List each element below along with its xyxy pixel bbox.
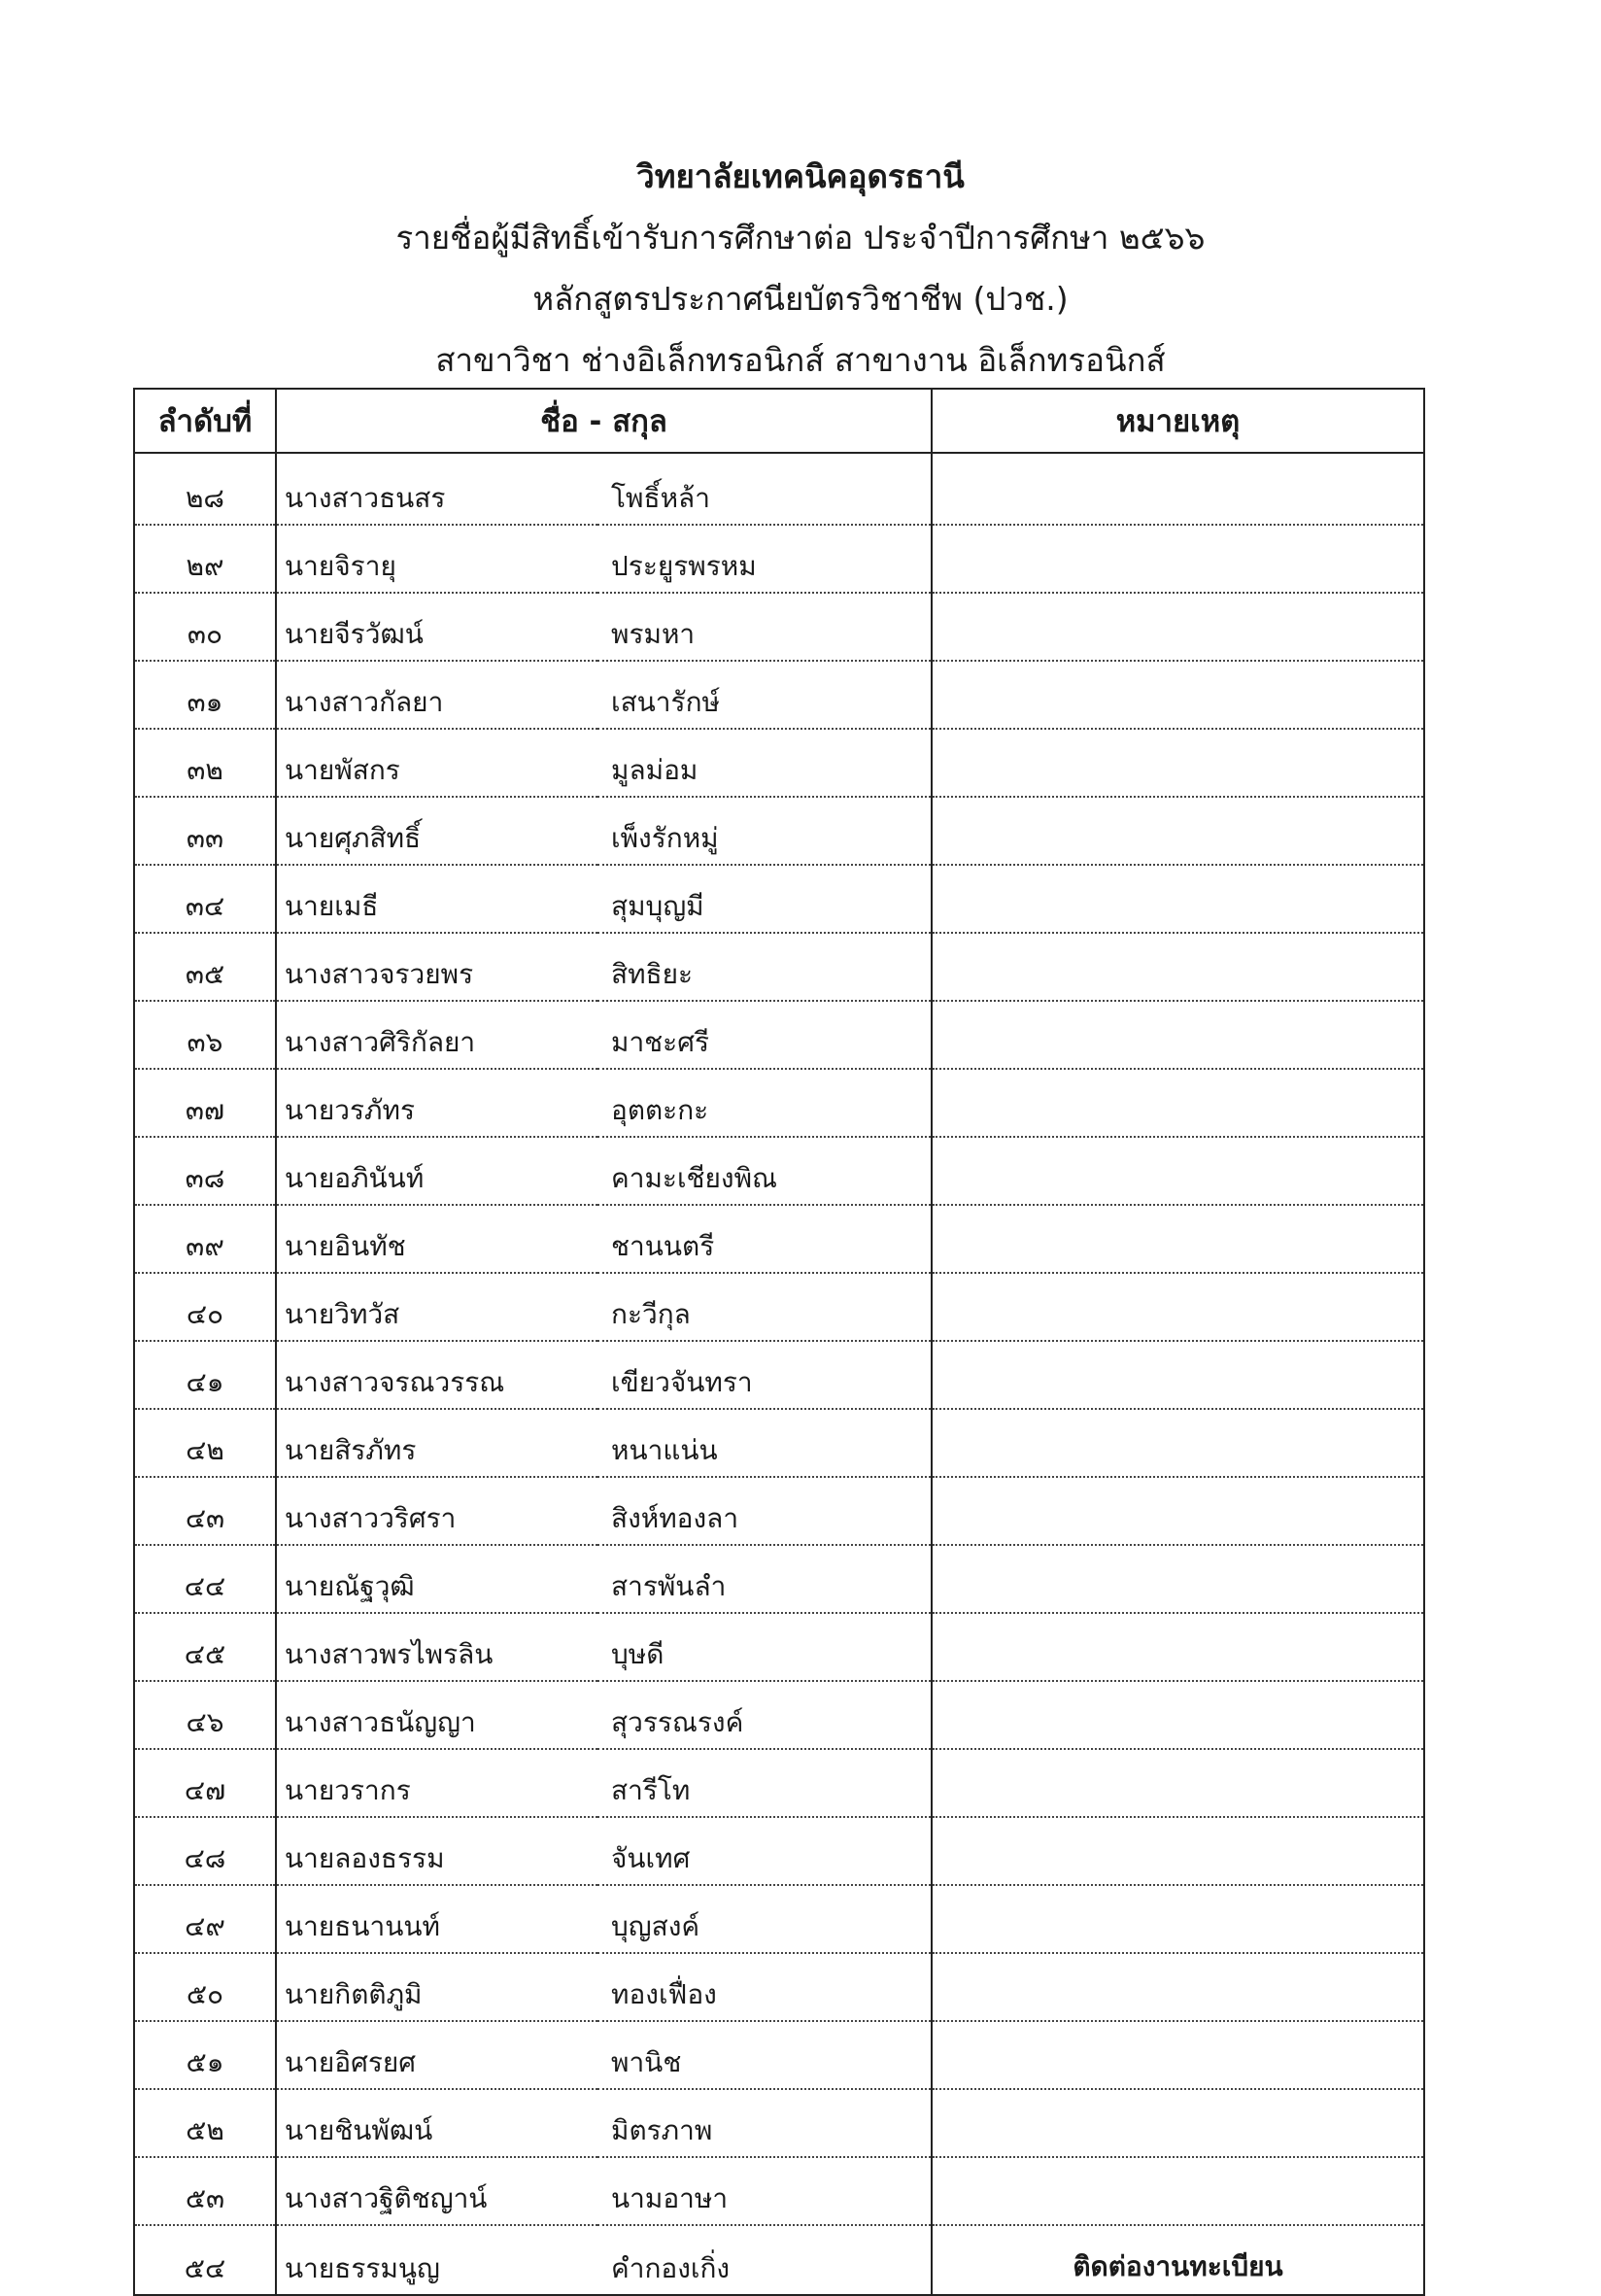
row-remark: [932, 525, 1424, 593]
row-remark: [932, 2157, 1424, 2225]
row-remark: [932, 2021, 1424, 2089]
student-first-name: นายวิทวัส: [276, 1273, 597, 1341]
student-first-name: นางสาวธนสร: [276, 453, 597, 525]
row-number: ๕๔: [134, 2225, 276, 2295]
table-row: [134, 1205, 1424, 1273]
student-first-name: นางสาวจรณวรรณ: [276, 1341, 597, 1409]
row-number: ๓๘: [134, 1137, 276, 1205]
row-number: ๔๘: [134, 1817, 276, 1885]
row-remark: [932, 1885, 1424, 1953]
row-remark: [932, 1069, 1424, 1137]
student-surname: พานิช: [597, 2021, 932, 2089]
row-remark: [932, 1545, 1424, 1613]
student-surname: โพธิ์หล้า: [597, 453, 932, 525]
table-row: [134, 2157, 1424, 2225]
student-surname: คามะเชียงพิณ: [597, 1137, 932, 1205]
student-surname: ประยูรพรหม: [597, 525, 932, 593]
table-row: [134, 1613, 1424, 1681]
student-first-name: นายอิศรยศ: [276, 2021, 597, 2089]
row-remark: [932, 453, 1424, 525]
row-remark: [932, 593, 1424, 661]
student-first-name: นายณัฐวุฒิ: [276, 1545, 597, 1613]
student-first-name: นายธรรมนูญ: [276, 2225, 597, 2295]
student-surname: บุษดี: [597, 1613, 932, 1681]
row-remark: [932, 661, 1424, 729]
student-first-name: นายเมธี: [276, 865, 597, 933]
row-remark: [932, 2089, 1424, 2157]
row-number: ๓๒: [134, 729, 276, 797]
row-remark: [932, 1273, 1424, 1341]
row-remark: [932, 933, 1424, 1001]
row-number: ๓๙: [134, 1205, 276, 1273]
row-number: ๓๓: [134, 797, 276, 865]
student-surname: สิงห์ทองลา: [597, 1477, 932, 1545]
row-number: ๔๔: [134, 1545, 276, 1613]
student-first-name: นางสาวศิริกัลยา: [276, 1001, 597, 1069]
student-surname: หนาแน่น: [597, 1409, 932, 1477]
student-first-name: นายวรภัทร: [276, 1069, 597, 1137]
student-surname: มิตรภาพ: [597, 2089, 932, 2157]
row-remark: [932, 1817, 1424, 1885]
table-row: [134, 1885, 1424, 1953]
row-number: ๓๑: [134, 661, 276, 729]
table-row: [134, 2021, 1424, 2089]
table-row: [134, 661, 1424, 729]
row-remark: [932, 797, 1424, 865]
table-row: [134, 1273, 1424, 1341]
student-surname: สารีโท: [597, 1749, 932, 1817]
row-remark: ติดต่องานทะเบียน: [932, 2225, 1424, 2295]
row-number: ๔๒: [134, 1409, 276, 1477]
column-header-fullname: ชื่อ - สกุล: [276, 389, 932, 453]
row-remark: [932, 1137, 1424, 1205]
student-surname: สารพันลำ: [597, 1545, 932, 1613]
column-header-number: ลำดับที่: [134, 389, 276, 453]
student-first-name: นายธนานนท์: [276, 1885, 597, 1953]
table-row: [134, 1477, 1424, 1545]
student-surname: สุมบุญมี: [597, 865, 932, 933]
column-header-remark: หมายเหตุ: [932, 389, 1424, 453]
table-row: [134, 1341, 1424, 1409]
row-remark: [932, 1613, 1424, 1681]
row-number: ๔๐: [134, 1273, 276, 1341]
row-number: ๓๐: [134, 593, 276, 661]
row-remark: [932, 1681, 1424, 1749]
row-remark: [932, 1205, 1424, 1273]
student-first-name: นายพัสกร: [276, 729, 597, 797]
program-title: หลักสูตรประกาศนียบัตรวิชาชีพ (ปวช.): [532, 280, 1069, 318]
table-row: [134, 1749, 1424, 1817]
row-remark: [932, 1409, 1424, 1477]
row-remark: [932, 1749, 1424, 1817]
table-row: [134, 525, 1424, 593]
row-remark: [932, 1341, 1424, 1409]
student-surname: สิทธิยะ: [597, 933, 932, 1001]
row-number: ๒๙: [134, 525, 276, 593]
student-surname: จันเทศ: [597, 1817, 932, 1885]
student-surname: พรมหา: [597, 593, 932, 661]
student-surname: มาชะศรี: [597, 1001, 932, 1069]
row-number: ๔๕: [134, 1613, 276, 1681]
table-row: [134, 593, 1424, 661]
table-row: [134, 1681, 1424, 1749]
student-first-name: นางสาวฐิติชญาน์: [276, 2157, 597, 2225]
table-row: [134, 2089, 1424, 2157]
row-remark: [932, 729, 1424, 797]
student-surname: นามอาษา: [597, 2157, 932, 2225]
row-number: ๕๑: [134, 2021, 276, 2089]
table-row: [134, 1817, 1424, 1885]
student-roster-table: [133, 388, 1425, 2296]
student-surname: เสนารักษ์: [597, 661, 932, 729]
student-first-name: นางสาววริศรา: [276, 1477, 597, 1545]
student-surname: บุญสงค์: [597, 1885, 932, 1953]
row-remark: [932, 865, 1424, 933]
student-first-name: นายกิตติภูมิ: [276, 1953, 597, 2021]
student-surname: สุวรรณรงค์: [597, 1681, 932, 1749]
row-number: ๔๑: [134, 1341, 276, 1409]
student-surname: เขียวจันทรา: [597, 1341, 932, 1409]
table-header-row: [134, 389, 1424, 453]
table-row: [134, 1545, 1424, 1613]
student-surname: อุตตะกะ: [597, 1069, 932, 1137]
row-number: ๕๒: [134, 2089, 276, 2157]
row-number: ๕๐: [134, 1953, 276, 2021]
student-first-name: นางสาวพรไพรลิน: [276, 1613, 597, 1681]
student-first-name: นางสาวจรวยพร: [276, 933, 597, 1001]
table-body: [134, 453, 1424, 2295]
table-row: [134, 1409, 1424, 1477]
list-subtitle: รายชื่อผู้มีสิทธิ์เข้ารับการศึกษาต่อ ประจำปีการศึกษา ๒๕๖๖: [395, 219, 1206, 257]
student-first-name: นายวรากร: [276, 1749, 597, 1817]
student-first-name: นายลองธรรม: [276, 1817, 597, 1885]
row-number: ๓๗: [134, 1069, 276, 1137]
row-remark: [932, 1477, 1424, 1545]
department-title: สาขาวิชา ช่างอิเล็กทรอนิกส์ สาขางาน อิเล็กทรอนิกส์: [435, 341, 1166, 379]
row-remark: [932, 1953, 1424, 2021]
student-surname: เพ็งรักหมู่: [597, 797, 932, 865]
row-number: ๕๓: [134, 2157, 276, 2225]
student-first-name: นายศุภสิทธิ์: [276, 797, 597, 865]
student-surname: ทองเฟื่อง: [597, 1953, 932, 2021]
student-first-name: นายอภินันท์: [276, 1137, 597, 1205]
row-number: ๓๕: [134, 933, 276, 1001]
student-first-name: นายอินทัช: [276, 1205, 597, 1273]
student-first-name: นายสิรภัทร: [276, 1409, 597, 1477]
row-number: ๔๙: [134, 1885, 276, 1953]
student-first-name: นายชินพัฒน์: [276, 2089, 597, 2157]
student-first-name: นายจิรายุ: [276, 525, 597, 593]
student-first-name: นายจีรวัฒน์: [276, 593, 597, 661]
row-number: ๒๘: [134, 453, 276, 525]
row-number: ๓๔: [134, 865, 276, 933]
table-row: [134, 729, 1424, 797]
table-row: [134, 1137, 1424, 1205]
table-row: [134, 797, 1424, 865]
table-row: [134, 865, 1424, 933]
table-row: [134, 453, 1424, 525]
row-number: ๔๓: [134, 1477, 276, 1545]
student-first-name: นางสาวธนัญญา: [276, 1681, 597, 1749]
student-first-name: นางสาวกัลยา: [276, 661, 597, 729]
row-number: ๓๖: [134, 1001, 276, 1069]
table-row: [134, 2225, 1424, 2295]
row-remark: [932, 1001, 1424, 1069]
row-number: ๔๖: [134, 1681, 276, 1749]
row-number: ๔๗: [134, 1749, 276, 1817]
student-surname: ชานนตรี: [597, 1205, 932, 1273]
table-row: [134, 1069, 1424, 1137]
student-surname: คำกองเกิ่ง: [597, 2225, 932, 2295]
student-surname: มูลม่อม: [597, 729, 932, 797]
table-row: [134, 933, 1424, 1001]
institution-title: วิทยาลัยเทคนิคอุดรธานี: [636, 157, 965, 195]
student-surname: กะวีกุล: [597, 1273, 932, 1341]
document-header: [0, 146, 1601, 391]
table-row: [134, 1953, 1424, 2021]
table-row: [134, 1001, 1424, 1069]
